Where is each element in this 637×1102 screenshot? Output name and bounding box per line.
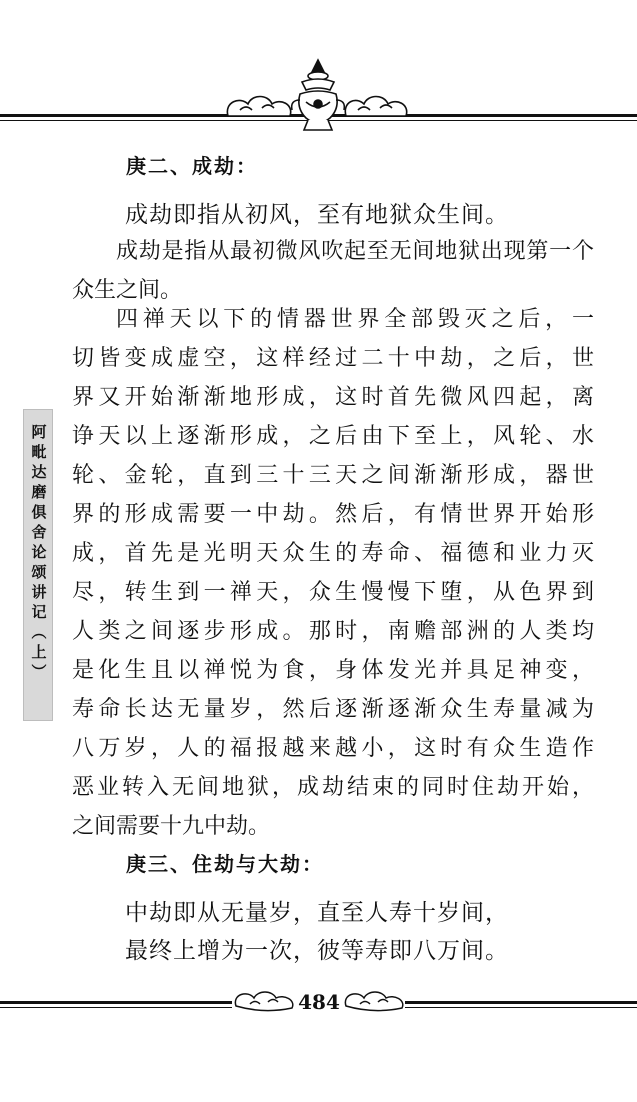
side-book-title: 阿毗达磨俱舍论颂讲记（上） <box>29 424 48 684</box>
footer-rule-left <box>0 1001 232 1008</box>
side-book-title-tab <box>23 409 53 721</box>
footer-cloud-right-icon <box>345 992 402 1011</box>
paragraph-line: 界又开始渐渐地形成，这时首先微风四起，离 <box>72 385 594 410</box>
paragraph-line: 诤天以上逐渐形成，之后由下至上，风轮、水 <box>72 424 594 449</box>
verse-chengjie: 成劫即指从初风，至有地狱众生间。 <box>125 202 509 228</box>
paragraph-line: 成劫是指从最初微风吹起至无间地狱出现第一个 <box>116 239 594 264</box>
cloud-scroll-left-icon <box>227 97 290 117</box>
paragraph-line: 轮、金轮，直到三十三天之间渐渐形成，器世 <box>72 463 594 488</box>
footer-cloud-left-icon <box>235 992 292 1011</box>
paragraph-line: 恶业转入无间地狱，成劫结束的同时住劫开始， <box>72 775 594 800</box>
paragraph-line: 众生之间。 <box>72 278 183 303</box>
paragraph-line: 四禅天以下的情器世界全部毁灭之后，一 <box>116 307 594 332</box>
paragraph-line: 成，首先是光明天众生的寿命、福德和业力灭 <box>72 541 594 566</box>
section-heading-chengjie: 庚二、成劫： <box>126 154 258 178</box>
paragraph-line: 人类之间逐步形成。那时，南赡部洲的人类均 <box>72 619 594 644</box>
treasure-vase-icon <box>292 60 345 130</box>
paragraph-line: 是化生且以禅悦为食，身体发光并具足神变， <box>72 658 594 683</box>
page-number: 484 <box>298 990 340 1014</box>
cloud-scroll-right-icon <box>345 97 406 117</box>
footer-rule-right <box>405 1001 637 1008</box>
paragraph-line: 寿命长达无量岁，然后逐渐逐渐众生寿量减为 <box>72 697 594 722</box>
header-ornament <box>0 58 637 136</box>
verse-line: 最终上增为一次，彼等寿即八万间。 <box>125 938 509 964</box>
verse-line: 中劫即从无量岁，直至人寿十岁间， <box>125 900 509 926</box>
section-heading-zhujie: 庚三、住劫与大劫： <box>126 852 324 876</box>
paragraph-line: 之间需要十九中劫。 <box>72 814 271 839</box>
paragraph-line: 尽，转生到一禅天，众生慢慢下堕，从色界到 <box>72 580 594 605</box>
paragraph-explanation <box>72 232 594 310</box>
paragraph-line: 切皆变成虚空，这样经过二十中劫，之后，世 <box>72 346 594 371</box>
paragraph-commentary <box>72 300 594 846</box>
paragraph-line: 界的形成需要一中劫。然后，有情世界开始形 <box>72 502 594 527</box>
paragraph-line: 八万岁，人的福报越来越小，这时有众生造作 <box>72 736 594 761</box>
